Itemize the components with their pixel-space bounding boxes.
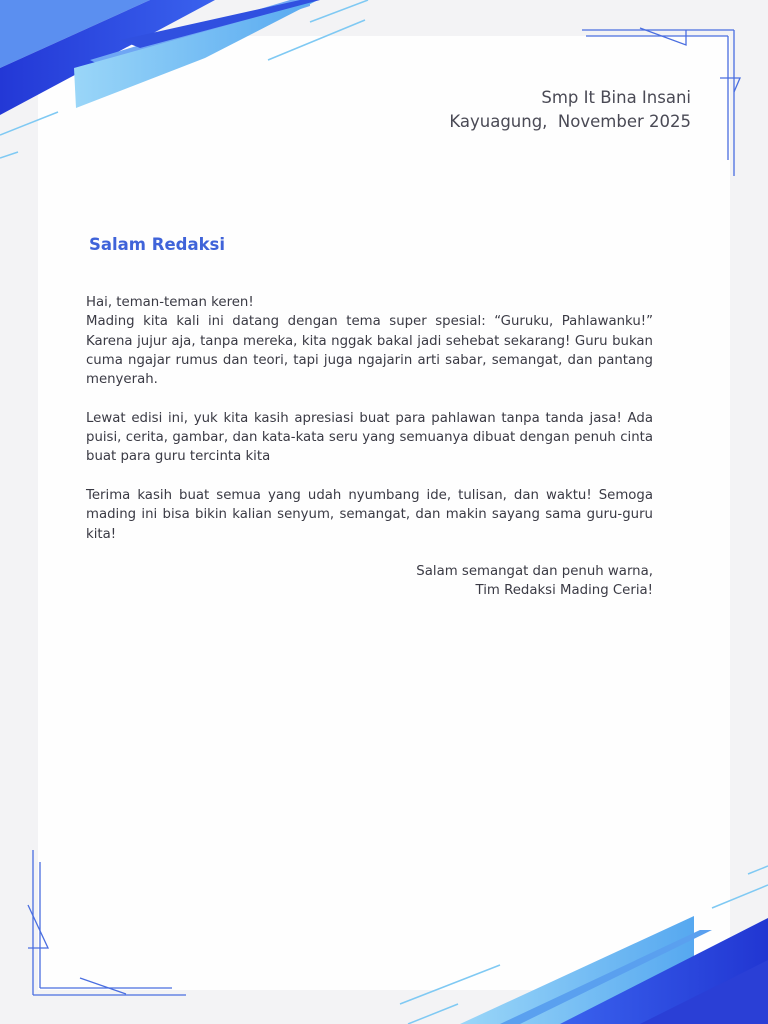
bottom-left-frame xyxy=(28,850,186,995)
article-body xyxy=(86,293,653,563)
letter-header xyxy=(449,86,691,134)
closing-block xyxy=(416,562,653,601)
closing-signature: Tim Redaksi Mading Ceria! xyxy=(475,583,653,599)
place-date: Kayuagung, November 2025 xyxy=(449,112,691,131)
closing-salutation: Salam semangat dan penuh warna, xyxy=(416,564,653,579)
paragraph: Lewat edisi ini, yuk kita kasih apresiasi buat para pahlawan tanpa tanda jasa! Ada puisi, cerita, gambar, dan kata-kata seru yang semuanya dibuat dengan penuh cinta buat para guru tercinta kita xyxy=(86,410,653,465)
school-name: Smp It Bina Insani xyxy=(541,88,691,107)
paragraph: Hai, teman-teman keren! Mading kita kali ini datang dengan tema super spesial: “Guruku, Pahlawanku!” Karena jujur aja, tanpa mereka, kita nggak bakal jadi sehebat sekarang! Guru bukan cuma ngajar rumus dan teori, tapi juga ngajarin arti sabar, semangat, dan pantang menyerah. xyxy=(86,295,653,388)
top-left-stripes xyxy=(0,0,368,158)
paragraph: Terima kasih buat semua yang udah nyumbang ide, tulisan, dan waktu! Semoga mading ini bisa bikin kalian senyum, semangat, dan makin sayang sama guru-guru kita! xyxy=(86,487,653,542)
bottom-right-stripes xyxy=(400,866,768,1024)
article-title: Salam Redaksi xyxy=(89,235,226,254)
